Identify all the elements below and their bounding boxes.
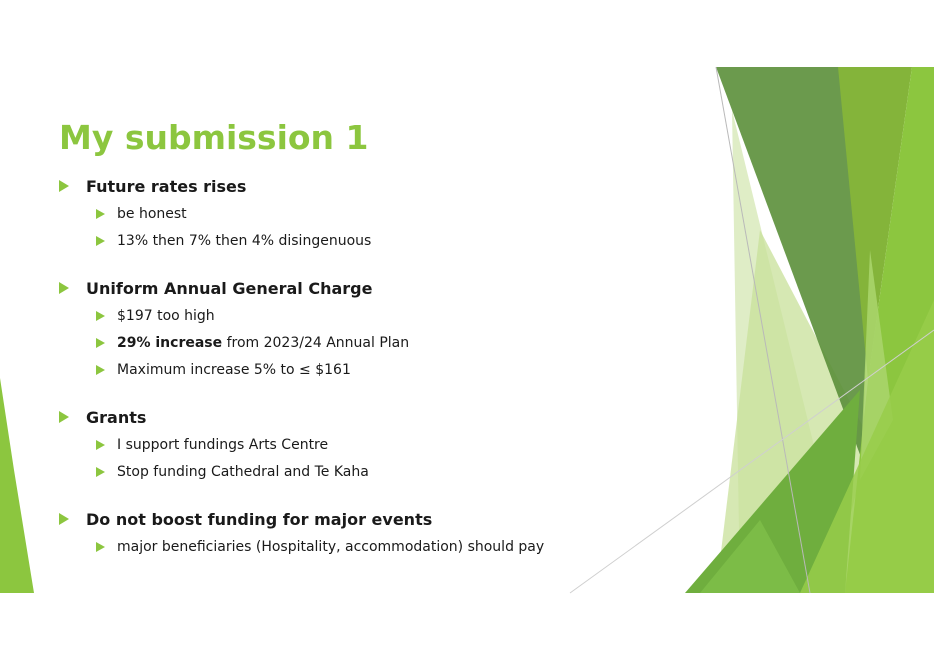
triangle-bullet-icon <box>96 209 105 219</box>
mid-green-facet <box>838 67 912 380</box>
right-bottom-facet <box>800 300 934 593</box>
triangle-bullet-icon <box>59 411 69 423</box>
bullet-text: I support fundings Arts Centre <box>117 436 329 453</box>
bright-green-facet <box>845 67 934 593</box>
bullet-text: from 2023/24 Annual Plan <box>222 334 410 351</box>
pale-green-facet <box>720 230 870 593</box>
section-major-events <box>59 505 679 560</box>
triangle-bullet-icon <box>59 180 69 192</box>
level1-bullet <box>59 172 679 200</box>
level2-bullet <box>96 356 679 383</box>
section-heading: Uniform Annual General Charge <box>86 278 373 298</box>
bullet-list <box>59 172 679 580</box>
bottom-light-facet <box>700 520 800 593</box>
level2-bullet <box>96 200 679 227</box>
level2-bullet <box>96 533 679 560</box>
triangle-bullet-icon <box>96 311 105 321</box>
bottom-green-facet <box>685 390 860 593</box>
thin-diagonal-line-1 <box>716 67 810 593</box>
level1-bullet <box>59 403 679 431</box>
triangle-bullet-icon <box>96 440 105 450</box>
section-grants <box>59 403 679 485</box>
light-green-facet <box>732 110 850 593</box>
level1-bullet <box>59 505 679 533</box>
level1-bullet <box>59 274 679 302</box>
section-future-rates <box>59 172 679 254</box>
level2-bullet <box>96 227 679 254</box>
section-heading: Grants <box>86 407 147 427</box>
slide-title: My submission 1 <box>59 118 369 157</box>
bullet-text: Maximum increase 5% to ≤ $161 <box>117 361 351 378</box>
soft-green-facet <box>860 250 893 480</box>
section-heading: Do not boost funding for major events <box>86 509 433 529</box>
triangle-bullet-icon <box>59 513 69 525</box>
triangle-bullet-icon <box>96 338 105 348</box>
dark-green-facet <box>716 67 870 460</box>
bullet-text: $197 too high <box>117 307 215 324</box>
level2-bullet <box>96 302 679 329</box>
level2-bullet <box>96 329 679 356</box>
triangle-bullet-icon <box>96 467 105 477</box>
level2-bullet <box>96 431 679 458</box>
triangle-bullet-icon <box>96 236 105 246</box>
section-heading: Future rates rises <box>86 176 247 196</box>
section-uagc <box>59 274 679 383</box>
triangle-bullet-icon <box>59 282 69 294</box>
triangle-bullet-icon <box>96 365 105 375</box>
bullet-text: major beneficiaries (Hospitality, accommodation) should pay <box>117 538 545 555</box>
left-green-sliver <box>0 378 34 593</box>
bullet-text: be honest <box>117 205 187 222</box>
bullet-text: Stop funding Cathedral and Te Kaha <box>117 463 369 480</box>
triangle-bullet-icon <box>96 542 105 552</box>
bullet-bold-text: 29% increase <box>117 334 223 351</box>
level2-bullet <box>96 458 679 485</box>
bullet-text: 13% then 7% then 4% disingenuous <box>117 232 372 249</box>
